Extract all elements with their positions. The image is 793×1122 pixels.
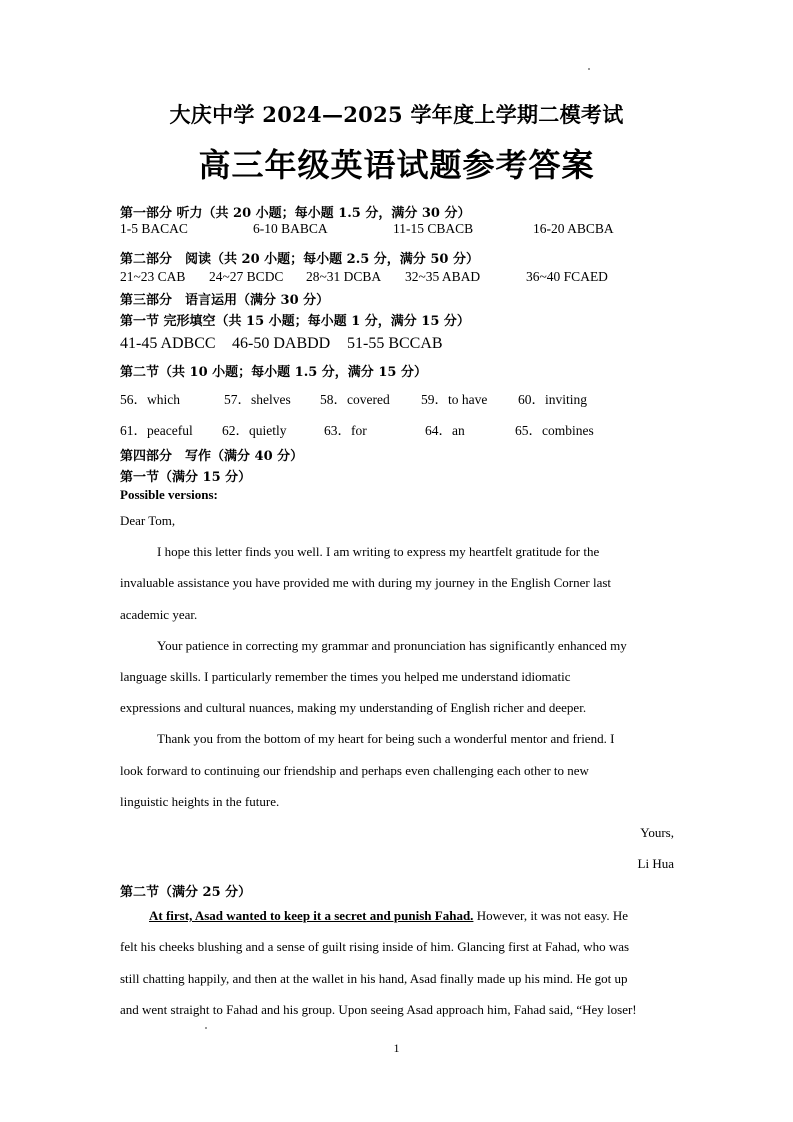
- story-line: and went straight to Fahad and his group. Upon seeing Asad approach him, Fahad said, “Hey loser!: [120, 1002, 637, 1017]
- answer-item: 64．an: [425, 423, 465, 438]
- answer-group: 41-45 ADBCC: [120, 335, 216, 352]
- answer-group: 46-50 DABDD: [232, 335, 331, 352]
- answer-group: 21~23 CAB: [120, 269, 186, 284]
- answer-item: 56．which: [120, 392, 180, 407]
- part4-section2-heading: 第二节（满分 25 分）: [120, 885, 252, 900]
- answer-group: 6-10 BABCA: [253, 221, 328, 236]
- answer-group: 51-55 BCCAB: [347, 335, 443, 352]
- answer-group: 32~35 ABAD: [405, 269, 481, 284]
- part3-heading: 第三部分 语言运用（满分 30 分）: [120, 293, 330, 308]
- part3-section1-heading: 第一节 完形填空（共 15 小题；每小题 1 分，满分 15 分）: [120, 314, 470, 329]
- letter-line: language skills. I particularly remember the times you helped me understand idiomatic: [120, 669, 571, 684]
- letter-line: Thank you from the bottom of my heart for being such a wonderful mentor and friend. I: [157, 731, 615, 746]
- page-number: 1: [393, 1041, 400, 1055]
- story-line-rest: However, it was not easy. He: [473, 908, 629, 923]
- part4-section1-heading: 第一节（满分 15 分）: [120, 470, 252, 485]
- answer-item: 65．combines: [515, 423, 594, 438]
- page-title: 高三年级英语试题参考答案: [198, 146, 595, 184]
- letter-closing: Yours,: [640, 825, 674, 840]
- answer-item: 61．peaceful: [120, 423, 193, 438]
- answer-group: 1-5 BACAC: [120, 221, 188, 236]
- speck-mark: [588, 68, 590, 70]
- letter-signature: Li Hua: [637, 856, 674, 871]
- school-exam-title: 大庆中学 2024—2025 学年度上学期二模考试: [169, 102, 624, 127]
- letter-salutation: Dear Tom,: [120, 513, 176, 528]
- letter-line: look forward to continuing our friendship and perhaps even challenging each other to new: [120, 763, 589, 778]
- part1-heading: 第一部分 听力（共 20 小题；每小题 1.5 分，满分 30 分）: [120, 206, 471, 221]
- story-line: felt his cheeks blushing and a sense of guilt rising inside of him. Glancing first at Fahad, who was: [120, 939, 630, 954]
- letter-line: invaluable assistance you have provided me with during my journey in the English Corner last: [120, 575, 612, 590]
- letter-line: linguistic heights in the future.: [120, 794, 280, 809]
- letter-line: academic year.: [120, 607, 198, 622]
- answer-group: 11-15 CBACB: [393, 221, 474, 236]
- answer-item: 62．quietly: [222, 423, 287, 438]
- letter-line: I hope this letter finds you well. I am writing to express my heartfelt gratitude for the: [157, 544, 600, 559]
- speck-mark: [205, 1027, 207, 1029]
- answer-item: 57．shelves: [224, 392, 291, 407]
- part4-heading: 第四部分 写作（满分 40 分）: [120, 449, 304, 464]
- answer-group: 16-20 ABCBA: [533, 221, 614, 236]
- answer-item: 63．for: [324, 423, 367, 438]
- answer-group: 28~31 DCBA: [306, 269, 382, 284]
- answer-item: 58．covered: [320, 392, 390, 407]
- part2-heading: 第二部分 阅读（共 20 小题；每小题 2.5 分，满分 50 分）: [120, 252, 479, 267]
- story-line: [149, 908, 628, 924]
- possible-versions-label: Possible versions:: [120, 487, 218, 502]
- letter-line: Your patience in correcting my grammar and pronunciation has significantly enhanced my: [157, 638, 627, 653]
- answer-group: 36~40 FCAED: [526, 269, 608, 284]
- answer-group: 24~27 BCDC: [209, 269, 284, 284]
- letter-line: expressions and cultural nuances, making my understanding of English richer and deeper.: [120, 700, 587, 715]
- part3-section2-heading: 第二节（共 10 小题；每小题 1.5 分，满分 15 分）: [120, 365, 427, 380]
- answer-item: 60．inviting: [518, 392, 588, 407]
- story-first-sentence: At first, Asad wanted to keep it a secret and punish Fahad.: [149, 908, 474, 923]
- answer-item: 59．to have: [421, 392, 488, 407]
- story-line: still chatting happily, and then at the wallet in his hand, Asad finally made up his mind. He got up: [120, 971, 628, 986]
